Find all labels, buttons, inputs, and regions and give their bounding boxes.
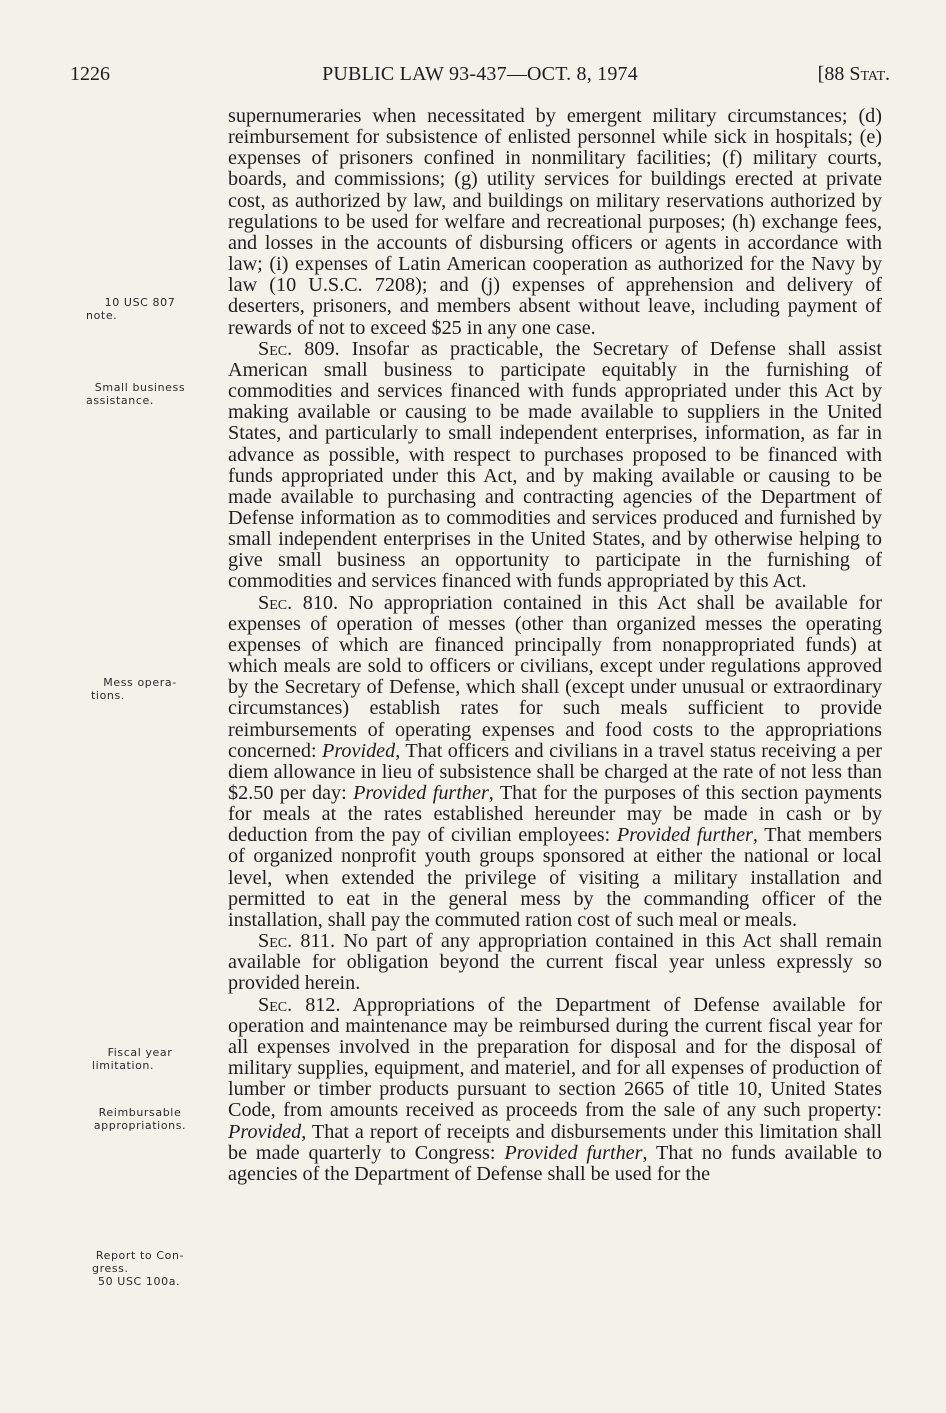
paragraph-continued: supernumeraries when necessitated by emergent military circumstances; (d) reimbursement for subsistence of enlisted personnel while sick in hospitals; (e) expenses of prisoners confined in nonmilitary facilities; (f) military courts, boards, and commissions; (g) utility services for buildings erected at private cost, as authorized by law, and buildings on military reservations authorized by regulations to be used for welfare and recreational purposes; (h) exchange fees, and losses in the accounts of disbursing officers or agents in accordance with law; (i) expenses of Latin American cooperation as authorized for the Navy by law (10 U.S.C. 7208); and (j) expenses of apprehension and delivery of deserters, prisoners, and members absent without leave, including payment of rewards of not to exceed $25 in any one case. — [228, 105, 882, 339]
body-text — [228, 106, 882, 1185]
section-811: Sec. 811. No part of any appropriation contained in this Act shall remain available for obligation beyond the current fiscal year unless expressly so provided herein. — [228, 930, 882, 995]
margin-note-10-usc-807: 10 USC 807 note. — [86, 296, 176, 322]
page-title: PUBLIC LAW 93-437—OCT. 8, 1974 — [322, 63, 638, 85]
margin-note-mess-operations: Mess opera- tions. — [91, 676, 177, 702]
section-812: Sec. 812. Appropriations of the Department of Defense available for operation and maintenance may be reimbursed during the current fiscal year for all expenses involved in the preparation for disposal and for the disposal of military supplies, equipment, and materiel, and for all expenses of production of lumber or timber products pursuant to section 2665 of title 10, United States Code, from amounts received as proceeds from the sale of any such property: Provided, That a report of receipts and disbursements under this limitation shall be made quarterly to Congress: Provided further, That no funds available to agencies of the Department of Defense shall be used for the — [228, 993, 883, 1185]
margin-note-small-business: Small business assistance. — [86, 381, 186, 407]
section-809: Sec. 809. Insofar as practicable, the Secretary of Defense shall assist American small business to participate equitably in the furnishing of commodities and services financed with funds appropriated under this Act by making available or causing to be made available to suppliers in the United States, and particularly to small independent enterprises, information, as far in advance as possible, with respect to purchases proposed to be financed with funds appropriated under this Act, and by making available or causing to be made available to purchasing and contracting agencies of the Department of Defense information as to commodities and services produced and furnished by small independent enterprises in the United States, and by otherwise helping to give small business an opportunity to participate in the furnishing of commodities and services financed with funds appropriated by this Act. — [228, 337, 882, 593]
page-header — [70, 60, 890, 88]
margin-note-report-to-congress: Report to Con- gress. 50 USC 100a. — [92, 1249, 185, 1288]
margin-note-reimbursable: Reimbursable appropriations. — [93, 1106, 187, 1132]
statute-reference: [88 Stat. — [817, 63, 890, 85]
page-number: 1226 — [70, 63, 110, 85]
margin-note-fiscal-year: Fiscal year limitation. — [92, 1046, 173, 1072]
section-810: Sec. 810. No appropriation contained in this Act shall be available for expenses of operation of messes (other than organized messes the operating expenses of which are financed principally from nonappropriated funds) at which meals are sold to officers or civilians, except under regulations approved by the Secretary of Defense, which shall (except under unusual or extraordinary circumstances) establish rates for such meals sufficient to provide reimbursements of operating expenses and food costs to the appropriations concerned: Provided, That officers and civilians in a travel status receiving a per diem allowance in lieu of subsistence shall be charged at the rate of not less than $2.50 per day: Provided further, That for the purposes of this section payments for meals at the rates established hereunder may be made in cash or by deduction from the pay of civilian employees: Provided further, That members of organized nonprofit youth groups sponsored at either the national or local level, when extended the privilege of visiting a military installation and permitted to eat in the general mess by the commanding officer of the installation, shall pay the commuted ration cost of such meal or meals. — [228, 591, 882, 931]
